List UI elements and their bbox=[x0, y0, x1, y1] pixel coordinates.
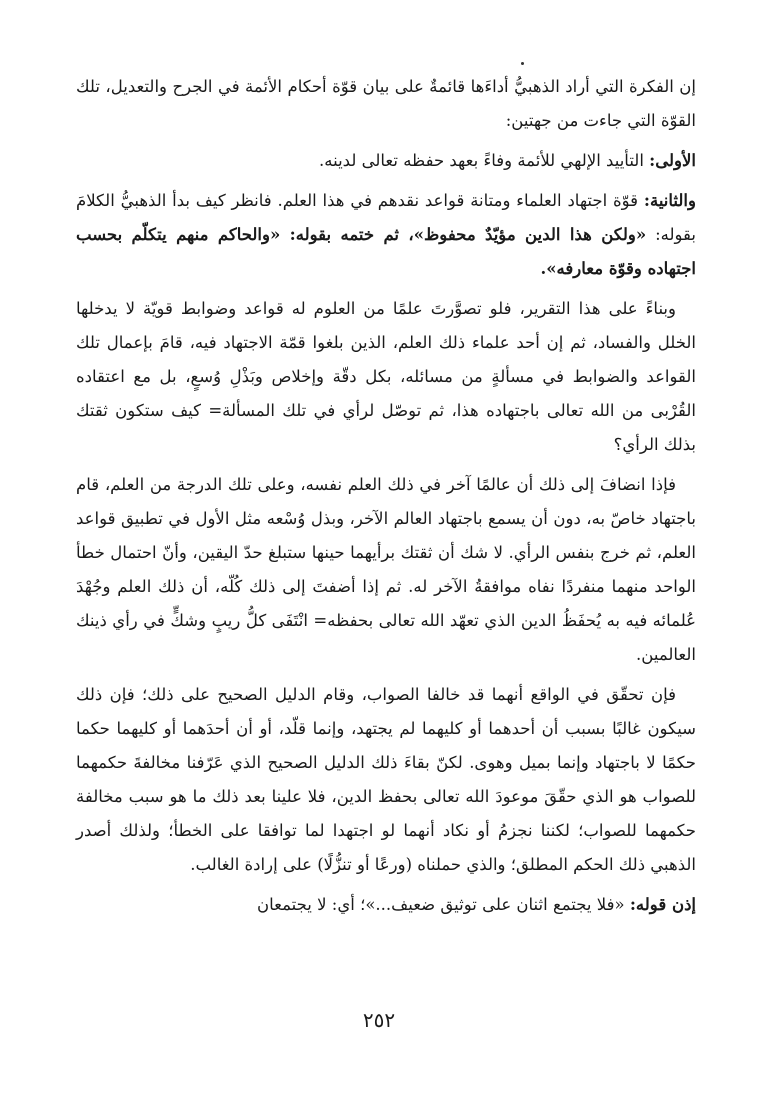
paragraph-second-scholar bbox=[76, 468, 696, 672]
paragraph-text: التأييد الإلهي للأئمة وفاءً بعهد حفظه تعالى لدينه. bbox=[319, 151, 650, 170]
paragraph-first-aspect bbox=[76, 144, 696, 178]
ink-speck bbox=[521, 62, 524, 65]
paragraph-lead: الأولى: bbox=[649, 151, 696, 170]
paragraph-conclusion bbox=[76, 678, 696, 882]
paragraph-intro bbox=[76, 70, 696, 138]
paragraph-text: إن الفكرة التي أراد الذهبيُّ أداءَها قائمةٌ على بيان قوّة أحكام الأئمة في الجرح والتعديل، تلك القوّة التي جاءت من جهتين: bbox=[76, 77, 696, 130]
paragraph-text: فإن تحقّق في الواقع أنهما قد خالفا الصواب، وقام الدليل الصحيح على ذلك؛ فإن ذلك سيكون غالبًا بسبب أن أحدهما أو كليهما لم يجتهد، وإنما قلّد، أو أن أحدَهما أو كليهما حكما حكمًا لا باجتهاد وإنما بميل وهوى. لكنّ بقاءَ ذلك الدليل الصحيح الذي عَرّفنا مخالفةَ حكمهما للصواب هو الذي حقّقَ موعودَ الله تعالى بحفظ الدين، فلا علينا بعد ذلك ما هو سبب مخالفة حكمهما للصواب؛ لكننا نجزمُ أو نكاد أنهما لو اجتهدا لما توافقا على الخطأ؛ ولذلك أصدر الذهبي ذلك الحكم المطلق؛ والذي حملناه (ورعًا أو تنزُّلًا) على إرادة الغالب. bbox=[76, 685, 696, 874]
paragraph-text: «فلا يجتمع اثنان على توثيق ضعيف...»؛ أي: لا يجتمعان bbox=[257, 895, 630, 914]
quoted-statement: «ولكن هذا الدين مؤيّدٌ محفوظ»، ثم ختمه بقوله: «والحاكم منهم يتكلّم بحسب اجتهاده وقوّة معارفه». bbox=[76, 225, 696, 278]
book-page-body bbox=[76, 70, 696, 922]
paragraph-lead: والثانية: bbox=[643, 191, 696, 210]
paragraph-text: فإذا انضافَ إلى ذلك أن عالمًا آخر في ذلك العلم نفسه، وعلى تلك الدرجة من العلم، قام باجتهاد خاصّ به، دون أن يسمع باجتهاد العالم الآخر، وبذل وُسْعه مثل الأول في تطبيق قواعد العلم، ثم خرج بنفس الرأي. لا شك أن ثقتك برأيهما حينها ستبلغ حدّ اليقين، وأنّ احتمال خطأ الواحد منهما منفردًا نفاه موافقةُ الآخر له. ثم إذا أضفتَ إلى ذلك كُلّه، أن ذلك العلم وجُهْدَ عُلمائه فيه به يُحفَظُ الدين الذي تعهّد الله تعالى بحفظه= انْتَفَى كلُّ ريبٍ وشكٍّ في رأي ذينك العالمين. bbox=[76, 475, 696, 664]
paragraph-lead: إذن قوله: bbox=[629, 895, 696, 914]
paragraph-final bbox=[76, 888, 696, 922]
paragraph-second-aspect bbox=[76, 184, 696, 286]
paragraph-text: قوّة اجتهاد العلماء ومتانة قواعد نقدهم في هذا العلم. فانظر كيف بدأ الذهبيُّ الكلامَ بقوله: bbox=[76, 191, 696, 244]
page-number: ٢٥٢ bbox=[362, 1008, 396, 1032]
paragraph-text: وبناءً على هذا التقرير، فلو تصوَّرتَ علمًا من العلوم له قواعد وضوابط قويّة لا يدخلها الخلل والفساد، ثم إن أحد علماء ذلك العلم، الذين بلغوا قمّة الاجتهاد فيه، قامَ بإعمال تلك القواعد والضوابط في مسألةٍ من مسائله، بكل دقّة وإخلاص وبَذْلِ وُسعٍ، بل مع اعتقاده القُرْبى من الله تعالى باجتهاده هذا، ثم توصّل لرأي في تلك المسألة= كيف ستكون ثقتك بذلك الرأي؟ bbox=[76, 299, 696, 454]
paragraph-argument bbox=[76, 292, 696, 462]
